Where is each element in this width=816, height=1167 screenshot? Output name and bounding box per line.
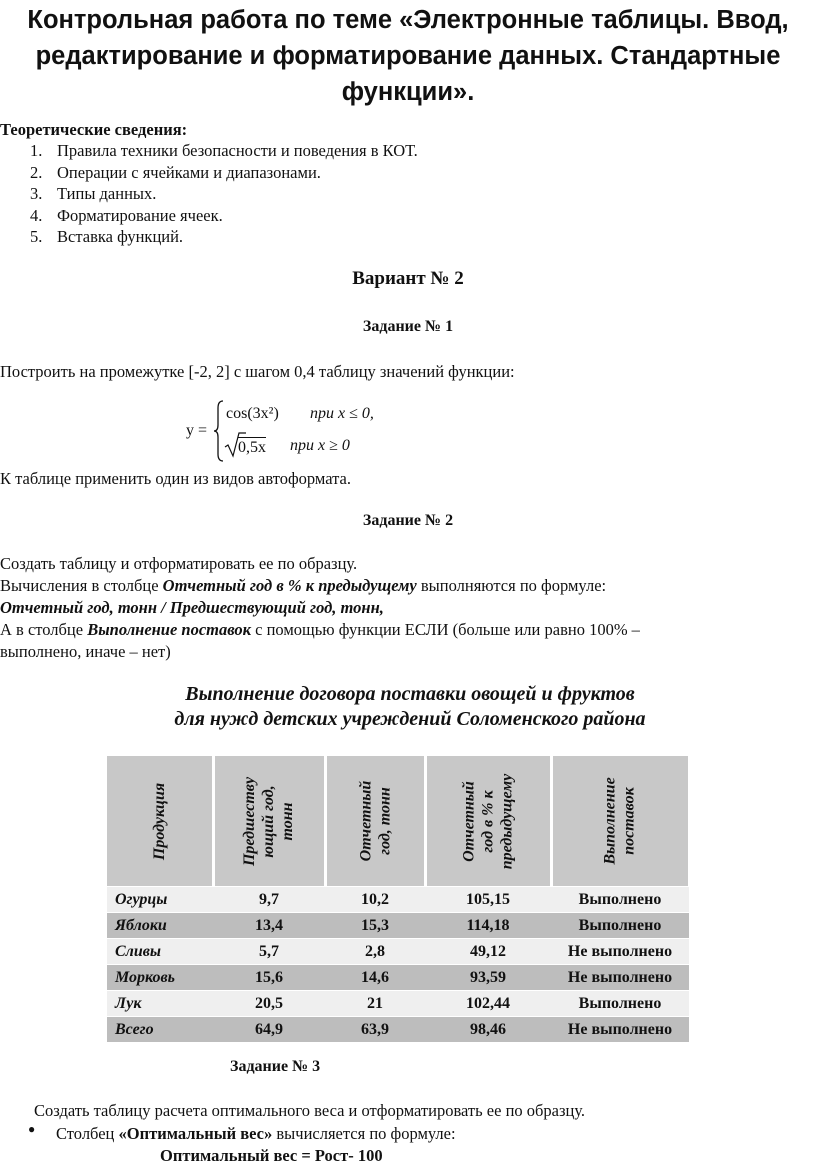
title-line: Контрольная работа по теме «Электронные таблицы. Ввод, [27,6,789,34]
cell-prev: 64,9 [213,1017,325,1043]
cell-percent: 49,12 [425,939,551,965]
header-line: год в % к [479,789,497,853]
header-line: Предшеству [241,776,259,866]
cell-current: 15,3 [325,913,425,939]
table-title-line: Выполнение договора поставки овощей и фруктов [185,683,635,705]
header-line: Отчетный [460,780,478,862]
list-text: Правила техники безопасности и поведения в КОТ. [57,141,418,160]
table-title [100,682,720,732]
task3-formula: Оптимальный вес = Рост- 100 [160,1146,383,1165]
bullet-icon: ● [28,1122,36,1136]
header-line: год, тонн [376,787,393,855]
cell-current: 21 [325,991,425,1017]
header-line: Продукция [150,782,168,860]
list-text: Вставка функций. [57,227,184,246]
list-item [30,205,418,227]
header-text [460,773,517,869]
supply-table [107,756,691,1043]
formula-case2-cond: при x ≥ 0 [290,437,350,454]
task1-note: К таблице применить один из видов автоформата. [0,469,351,488]
formula-lhs: y = [186,422,208,439]
cell-product: Огурцы [107,887,213,913]
formula-case1-expr: cos(3x²) [226,405,279,422]
brace-icon [214,400,224,462]
task3-bullet-line [56,1123,456,1144]
list-number: 1. [30,141,43,160]
table-row [107,887,689,913]
task2-line: Создать таблицу и отформатировать ее по образцу. [0,554,358,573]
cell-percent: 105,15 [425,887,551,913]
task2-heading: Задание № 2 [362,512,454,529]
formula-case1-cond: при x ≤ 0, [310,405,374,422]
theory-list [30,140,418,248]
table-row [107,913,689,939]
header-line: предыдущему [498,773,516,869]
cell-status: Выполнено [551,991,689,1017]
task2-line [0,619,640,640]
header-text [356,781,394,862]
list-item [30,140,418,162]
cell-current: 14,6 [325,965,425,991]
cell-prev: 13,4 [213,913,325,939]
task3-line: Создать таблицу расчета оптимального веса и отформатировать ее по образцу. [34,1101,586,1120]
cell-prev: 20,5 [213,991,325,1017]
task2-line [0,575,606,596]
cell-prev: 5,7 [213,939,325,965]
task3-heading: Задание № 3 [230,1058,321,1075]
cell-percent: 93,59 [425,965,551,991]
table-header-row [107,756,689,887]
list-number: 3. [30,184,43,203]
cell-product: Лук [107,991,213,1017]
list-number: 2. [30,162,43,182]
header-cell [551,756,689,887]
cell-product: Всего [107,1017,213,1043]
header-cell [213,756,325,887]
task1-text: Построить на промежутке [-2, 2] с шагом 0,4 таблицу значений функции: [0,362,515,381]
header-cell [325,756,425,887]
formula-case2-expr: 0,5x [238,439,266,456]
cell-current: 63,9 [325,1017,425,1043]
table-row [107,939,689,965]
text-span: Вычисления в столбце [0,576,163,595]
header-text [601,777,639,864]
cell-status: Не выполнено [551,1017,689,1043]
cell-status: Не выполнено [551,965,689,991]
cell-status: Выполнено [551,887,689,913]
cell-percent: 114,18 [425,913,551,939]
list-text: Операции с ячейками и диапазонами. [57,162,321,182]
emphasis-text: Выполнение поставок [87,620,252,639]
cell-current: 2,8 [325,939,425,965]
document-title [20,2,796,110]
list-item [30,183,418,205]
header-cell [107,756,213,887]
task2-formula: Отчетный год, тонн / Предшествующий год, тонн, [0,598,384,617]
header-line: Отчетный [357,780,374,862]
cell-prev: 9,7 [213,887,325,913]
list-text: Форматирование ячеек. [57,205,223,225]
cell-product: Яблоки [107,913,213,939]
header-line: поставок [620,787,638,855]
variant-heading: Вариант № 2 [352,268,464,289]
header-text [240,776,297,865]
header-line: Выполнение [601,777,619,865]
cell-percent: 98,46 [425,1017,551,1043]
list-item [30,162,418,184]
list-text: Типы данных. [57,184,157,203]
cell-prev: 15,6 [213,965,325,991]
task2-line: выполнено, иначе – нет) [0,642,171,661]
title-line: функции». [341,78,475,106]
text-span: выполняются по формуле: [416,576,607,595]
text-span: с помощью функции ЕСЛИ (больше или равно 100% – [251,620,640,639]
theory-heading: Теоретические сведения: [0,120,188,139]
cell-current: 10,2 [325,887,425,913]
table-row [107,1017,689,1043]
list-number: 4. [30,205,43,225]
header-cell [425,756,551,887]
table-row [107,965,689,991]
table-title-line: для нужд детских учреждений Соломенского района [174,708,646,730]
text-span: вычисляется по формуле: [272,1124,456,1143]
text-span: Столбец [56,1124,119,1143]
cell-product: Сливы [107,939,213,965]
table-row [107,991,689,1017]
cell-percent: 102,44 [425,991,551,1017]
title-line: редактирование и форматирование данных. Стандартные [35,42,781,70]
cell-status: Выполнено [551,913,689,939]
cell-product: Морковь [107,965,213,991]
header-text [150,782,169,859]
emphasis-text: Отчетный год в % к предыдущему [162,576,417,595]
list-number: 5. [30,227,43,246]
emphasis-text: «Оптимальный вес» [118,1124,273,1143]
cell-status: Не выполнено [551,939,689,965]
text-span: А в столбце [0,620,88,639]
list-item [30,226,418,248]
header-line: тонн [279,802,297,841]
header-line: ющий год, [260,784,278,858]
task1-heading: Задание № 1 [362,318,454,335]
